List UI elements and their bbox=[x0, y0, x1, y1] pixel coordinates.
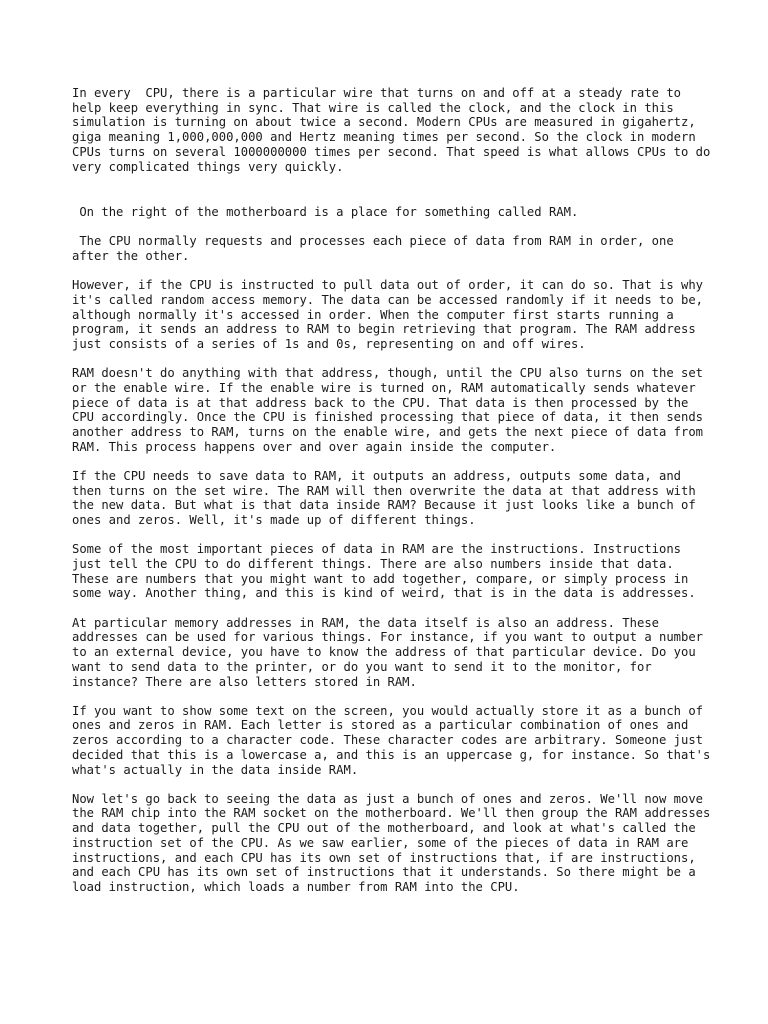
document-body bbox=[72, 86, 718, 895]
paragraph-set-wire: If the CPU needs to save data to RAM, it outputs an address, outputs some data, and then turns on the set wire. The RAM will then overwrite the data at that address with the new data. But what is that data inside RAM? Because it just looks like a bunch of ones and zeros. Well, it's made up of different things. bbox=[72, 469, 704, 528]
paragraph-random-access: However, if the CPU is instructed to pull data out of order, it can do so. That is why it's called random access memory. The data can be accessed randomly if it needs to be, although normally it's accessed in order. When the computer first starts running a program, it sends an address to RAM to begin retrieving that program. The RAM address just consists of a series of 1s and 0s, representing on and off wires. bbox=[72, 278, 711, 352]
paragraph-enable-wire: RAM doesn't do anything with that address, though, until the CPU also turns on the set or the enable wire. If the enable wire is turned on, RAM automatically sends whatever piece of data is at that address back to the CPU. That data is then processed by the CPU accordingly. Once the CPU is finished processing that piece of data, it then sends another address to RAM, turns on the enable wire, and gets the next piece of data from RAM. This process happens over and over again inside the computer. bbox=[72, 366, 711, 454]
paragraph-instructions: Some of the most important pieces of data in RAM are the instructions. Instructions just tell the CPU to do different things. There are also numbers inside that data. These are numbers that you might want to add together, compare, or simply process in some way. Another thing, and this is kind of weird, that is in the data is addresses. bbox=[72, 542, 696, 601]
paragraph-ram-intro: On the right of the motherboard is a place for something called RAM. bbox=[72, 205, 579, 220]
paragraph-instruction-set: Now let's go back to seeing the data as just a bunch of ones and zeros. We'll now move the RAM chip into the RAM socket on the motherboard. We'll then group the RAM addresses and data together, pull the CPU out of the motherboard, and look at what's called the instruction set of the CPU. As we saw earlier, some of the pieces of data in RAM are instructions, and each CPU has its own set of instructions that, if are instructions, and each CPU has its own set of instructions that it understands. So there might be a load instruction, which loads a number from RAM into the CPU. bbox=[72, 791, 718, 894]
paragraph-addresses: At particular memory addresses in RAM, the data itself is also an address. These addresses can be used for various things. For instance, if you want to output a number to an external device, you have to know the address of that particular device. Do you want to send data to the printer, or do you want to send it to the monitor, for instance? There are also letters stored in RAM. bbox=[72, 615, 711, 689]
paragraph-ram-order: The CPU normally requests and processes each piece of data from RAM in order, one after the other. bbox=[72, 234, 682, 264]
paragraph-letters: If you want to show some text on the screen, you would actually store it as a bunch of ones and zeros in RAM. Each letter is stored as a particular combination of ones and zeros according to a character code. These character codes are arbitrary. Someone just decided that this is a lowercase a, and this is an uppercase g, for instance. So that's what's actually in the data inside RAM. bbox=[72, 703, 718, 777]
paragraph-clock: In every CPU, there is a particular wire that turns on and off at a steady rate to help keep everything in sync. That wire is called the clock, and the clock in this simulation is turning on about twice a second. Modern CPUs are measured in gigahertz, giga meaning 1,000,000,000 and Hertz meaning times per second. So the clock in modern CPUs turns on several 1000000000 times per second. That speed is what allows CPUs to do very complicated things very quickly. bbox=[72, 86, 718, 174]
